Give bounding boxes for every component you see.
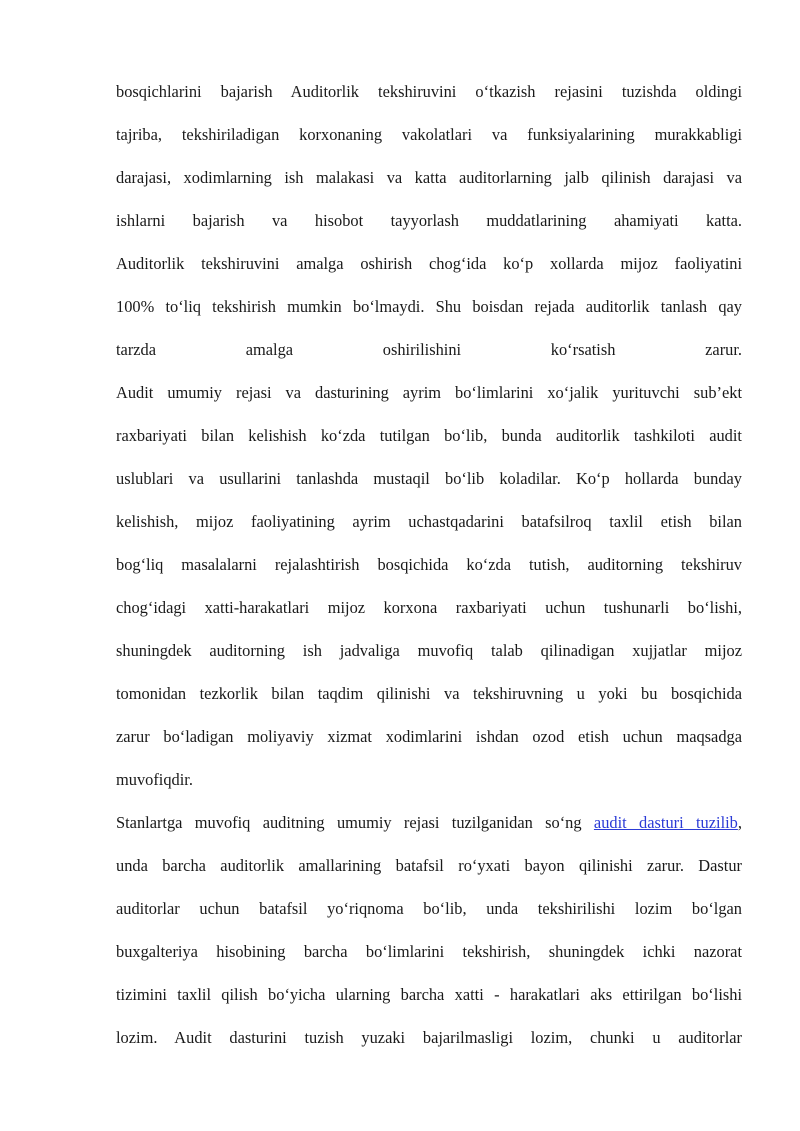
text-line: unda barcha auditorlik amallarining batafsil roʻyxati bayon qilinishi zarur. Dastur [116,856,742,875]
audit-program-link[interactable]: audit dasturi tuzilib [593,813,738,832]
paragraph-3 [116,801,742,1059]
text-line: bosqichlarini bajarish Auditorlik tekshiruvini oʻtkazish rejasini tuzishda oldingi [116,82,742,101]
text-line: bogʻliq masalalarni rejalashtirish bosqichida koʻzda tutish, auditorning tekshiruv [116,555,742,574]
text-line: raxbariyati bilan kelishish koʻzda tutilgan boʻlib, bunda auditorlik tashkiloti audit [116,426,742,445]
text-line: Audit umumiy rejasi va dasturining ayrim boʻlimlarini xoʻjalik yurituvchi sub’ekt [116,383,742,402]
text-segment: Stanlartga muvofiq auditning umumiy rejasi tuzilganidan soʻng [116,813,594,832]
text-line: shuningdek auditorning ish jadvaliga muvofiq talab qilinadigan xujjatlar mijoz [116,641,742,660]
text-line: chogʻidagi xatti-harakatlari mijoz korxona raxbariyati uchun tushunarli boʻlishi, [116,598,742,617]
text-line: kelishish, mijoz faoliyatining ayrim uchastqadarini batafsilroq taxlil etish bilan [116,512,742,531]
paragraph-1 [116,70,742,371]
text-line: tarzda amalga oshirilishini koʻrsatish zarur. [116,340,742,359]
text-line: Auditorlik tekshiruvini amalga oshirish chogʻida koʻp xollarda mijoz faoliyatini [116,254,742,273]
text-line: auditorlar uchun batafsil yoʻriqnoma boʻlib, unda tekshirilishi lozim boʻlgan [116,899,742,918]
text-line: 100% toʻliq tekshirish mumkin boʻlmaydi. Shu boisdan rejada auditorlik tanlash qay [116,297,742,316]
text-line: uslublari va usullarini tanlashda mustaqil boʻlib koladilar. Koʻp hollarda bunday [116,469,742,488]
text-line: darajasi, xodimlarning ish malakasi va katta auditorlarning jalb qilinish darajasi va [116,168,742,187]
text-line: muvofiqdir. [116,770,193,789]
text-line: ishlarni bajarish va hisobot tayyorlash muddatlarining ahamiyati katta. [116,211,742,230]
text-line: tajriba, tekshiriladigan korxonaning vakolatlari va funksiyalarining murakkabligi [116,125,742,144]
text-line: lozim. Audit dasturini tuzish yuzaki bajarilmasligi lozim, chunki u auditorlar [116,1028,742,1047]
text-segment: , [737,813,742,832]
text-line: tizimini taxlil qilish boʻyicha ularning barcha xatti - harakatlari aks ettirilgan boʻlishi [116,985,742,1004]
paragraph-2 [116,371,742,801]
text-line: buxgalteriya hisobining barcha boʻlimlarini tekshirish, shuningdek ichki nazorat [116,942,742,961]
text-line: tomonidan tezkorlik bilan taqdim qilinishi va tekshiruvning u yoki bu bosqichida [116,684,742,703]
text-line [116,801,742,844]
document-page [116,70,742,1059]
text-line: zarur boʻladigan moliyaviy xizmat xodimlarini ishdan ozod etish uchun maqsadga [116,727,742,746]
